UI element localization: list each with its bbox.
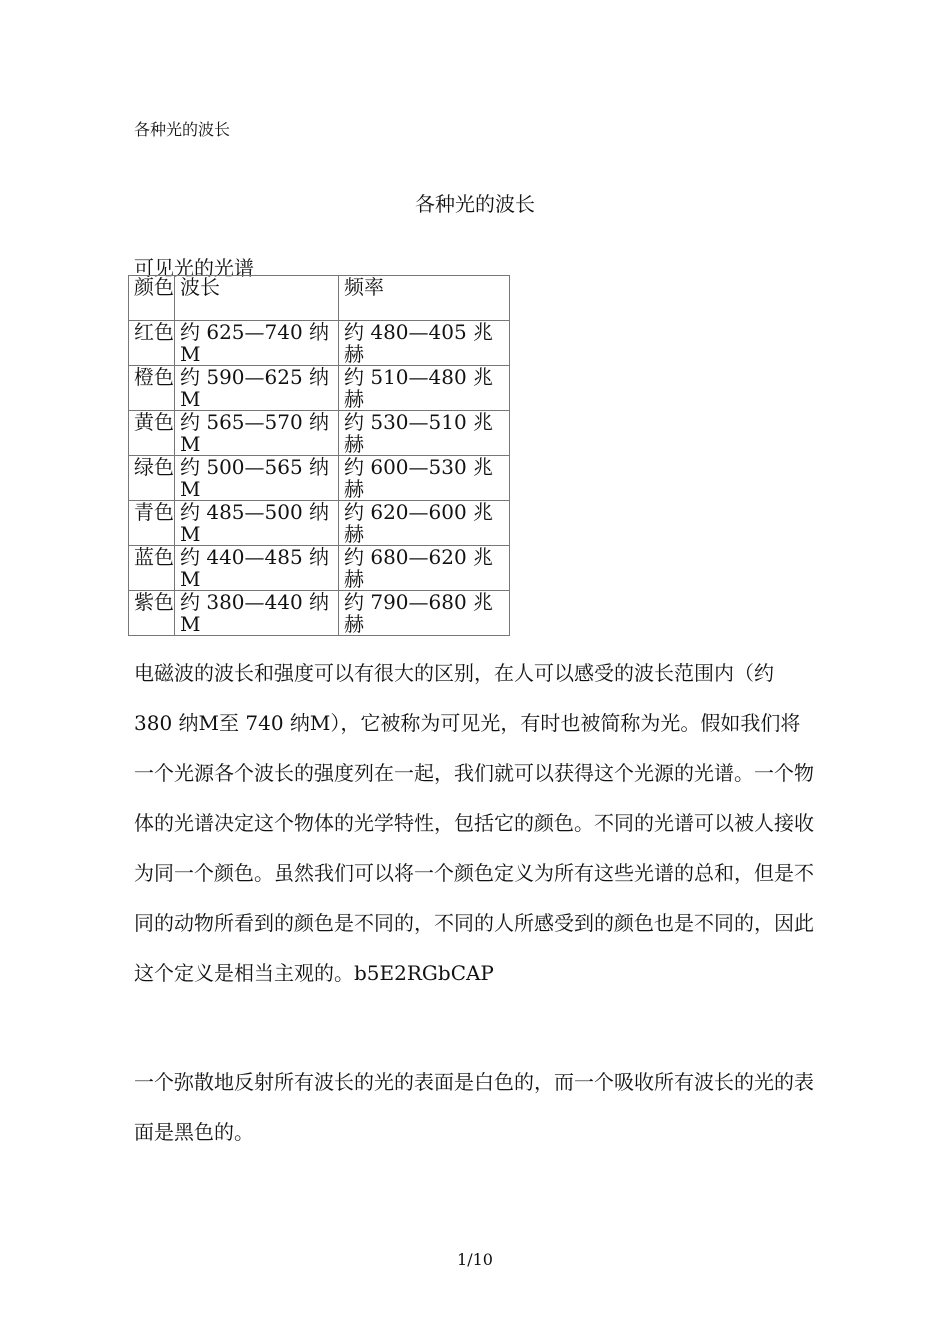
page-number: 1/10 [457,1250,493,1269]
header-color: 颜色 [134,276,174,299]
wavelength-cell: 约 485—500 纳M [180,501,330,545]
table-caption: 可见光的光谱 [134,256,254,280]
frequency-cell: 约 480—405 兆赫 [344,321,494,365]
color-cell: 绿色 [134,456,174,479]
wavelength-cell: 约 440—485 纳M [180,546,330,590]
frequency-cell: 约 790—680 兆赫 [344,591,494,635]
wavelength-cell: 约 565—570 纳M [180,411,330,455]
table-row [129,411,510,456]
frequency-cell: 约 510—480 兆赫 [344,366,494,410]
wavelength-cell: 约 500—565 纳M [180,456,330,500]
table-row [129,456,510,501]
page-title: 各种光的波长 [415,192,535,216]
color-cell: 青色 [134,501,174,524]
color-cell: 红色 [134,321,174,344]
header-wavelength: 波长 [180,276,220,299]
color-cell: 橙色 [134,366,174,389]
table-row [129,591,510,636]
frequency-cell: 约 600—530 兆赫 [344,456,494,500]
table-row [129,366,510,411]
color-cell: 紫色 [134,591,174,614]
color-cell: 蓝色 [134,546,174,569]
color-cell: 黄色 [134,411,174,434]
table-row [129,321,510,366]
spectrum-table [128,275,510,636]
frequency-cell: 约 680—620 兆赫 [344,546,494,590]
page-header: 各种光的波长 [134,120,231,139]
wavelength-cell: 约 625—740 纳M [180,321,330,365]
wavelength-cell: 约 380—440 纳M [180,591,330,635]
body-paragraph: 一个弥散地反射所有波长的光的表面是白色的，而一个吸收所有波长的光的表面是黑色的。 [134,1070,814,1144]
table-header-row [129,276,510,321]
header-frequency: 频率 [344,276,384,299]
table-row [129,546,510,591]
frequency-cell: 约 530—510 兆赫 [344,411,494,455]
table-row [129,501,510,546]
body-paragraph: 电磁波的波长和强度可以有很大的区别，在人可以感受的波长范围内（约 380 纳M至 740 纳M），它被称为可见光，有时也被简称为光。假如我们将一个光源各个波长的强度列在一起，我们就可以获得这个光源的光谱。一个物体的光谱决定这个物体的光学特性，包括它的颜色。不同的光谱可以被人接收为同一个颜色。虽然我们可以将一个颜色定义为所有这些光谱的总和，但是不同的动物所看到的颜色是不同的，不同的人所感受到的颜色也是不同的，因此这个定义是相当主观的。b5E2RGbCAP [134,661,814,985]
frequency-cell: 约 620—600 兆赫 [344,501,494,545]
wavelength-cell: 约 590—625 纳M [180,366,330,410]
